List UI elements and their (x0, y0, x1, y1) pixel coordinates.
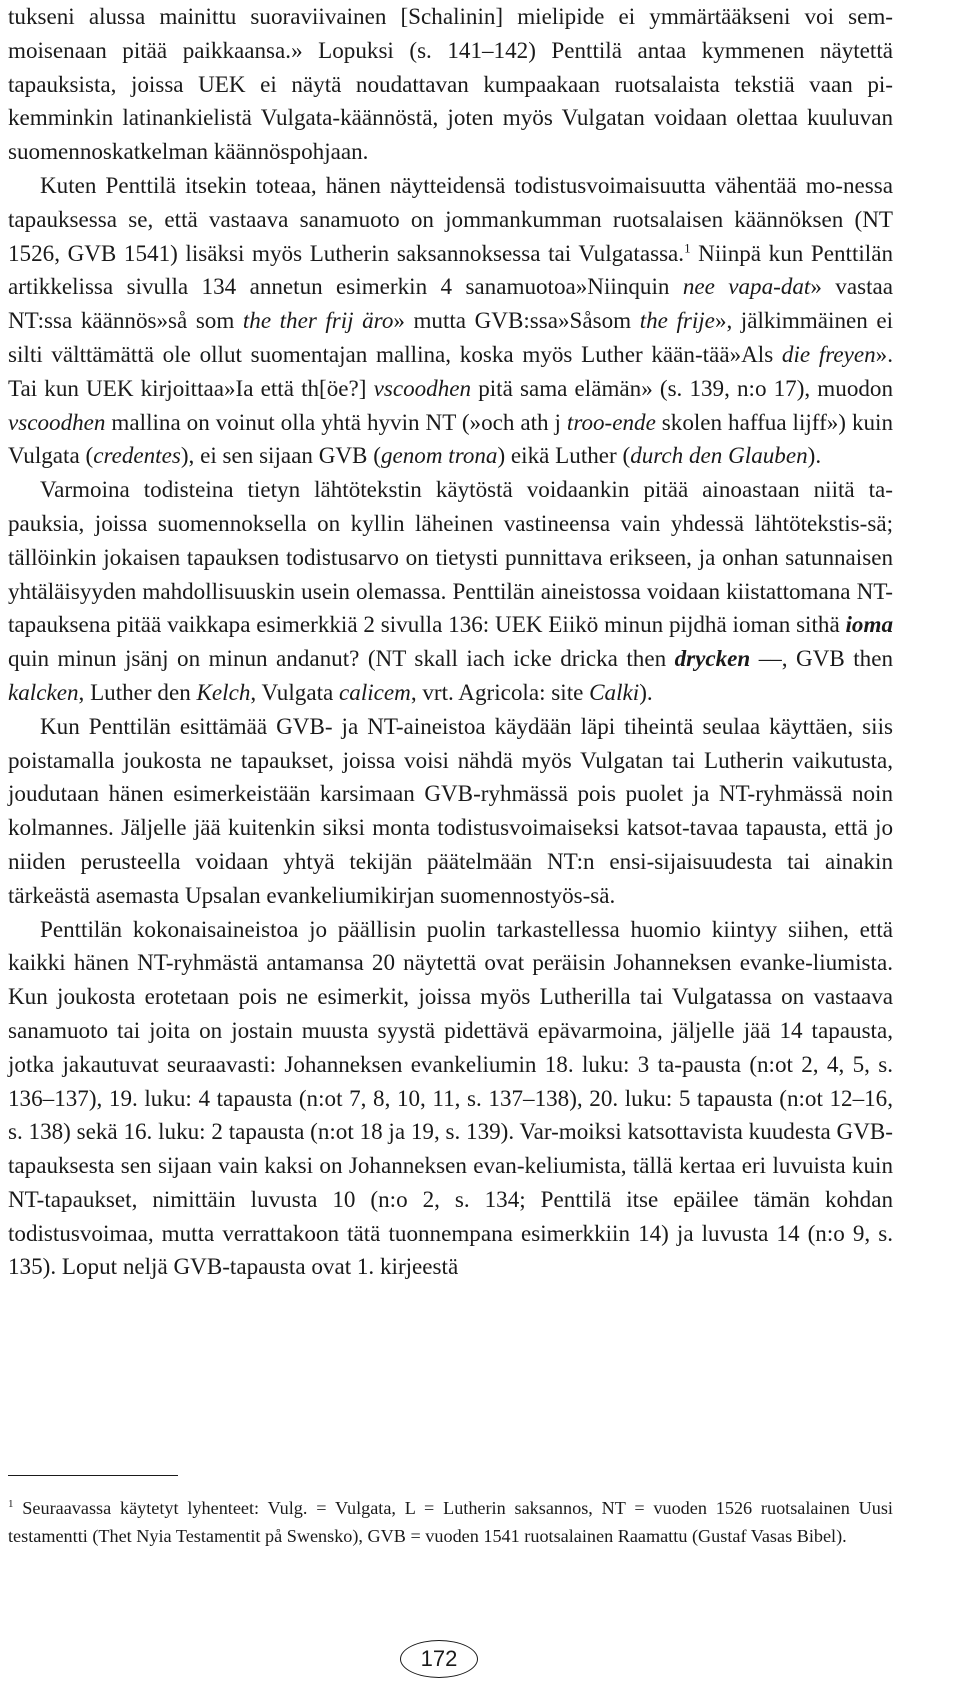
text-run: Kuten Penttilä itsekin toteaa, hänen näytteidensä todistusvoimaisuutta vähentää mo-nessa tapauksessa se, että vastaava sanamuoto on jommankumman ruotsalaisen käännöksen (NT 1526, GVB 1541) lisäksi myös Lutherin saksannoksessa tai Vulgatassa. (8, 171, 893, 266)
page-number: 172 (400, 1640, 478, 1678)
italic-text: troo-ende (566, 408, 656, 435)
italic-text: kalcken (8, 678, 79, 705)
footnote-text: Seuraavassa käytetyt lyhenteet: Vulg. = Vulgata, L = Lutherin saksannos, NT = vuoden 1526 ruotsalainen Uusi testamentti (Thet Nyia Testamentit på Swensko), GVB = vuoden 1541 ruotsalainen Raamattu (Gustaf Vasas Bibel). (8, 1498, 893, 1546)
text-run: mallina on voinut olla yhtä hyvin NT (»och ath j (105, 408, 567, 435)
italic-text: calicem (339, 678, 411, 705)
italic-text: die freyen (781, 340, 876, 367)
paragraph (8, 169, 893, 473)
text-run: ––, GVB then (750, 645, 893, 672)
text-run: » mutta GVB:ssa»Såsom (393, 307, 640, 334)
text-run: Niinpä kun Penttilän artikkelissa sivulla 134 annetun esimerkin 4 sanamuotoa»Niinquin (8, 239, 893, 300)
text-run: Varmoina todisteina tietyn lähtötekstin käytöstä voidaankin pitää ainoastaan niitä ta-pauksia, joissa suomennoksella on kyllin läheinen vastineensa vain yhdessä lähtötekstis-sä; tällöinkin jokaisen tapauksen todistusarvo on tietysti punnittava erikseen, ja onhan satunnaisen yhtäläisyyden mahdollisuuskin usein olemassa. Penttilän aineistossa voidaan kiistattomana NT-tapauksena pitää vaikkapa esimerkkiä 2 sivulla 136: UEK Eiikö minun pijdhä ioman sithä (8, 476, 893, 638)
italic-text: vscoodhen (373, 374, 472, 401)
italic-text: Calki (589, 678, 640, 705)
text-run: ) eikä Luther ( (497, 442, 631, 469)
text-run: , vrt. Agricola: site (410, 678, 590, 705)
paragraph (8, 913, 893, 1285)
footnote-reference: 1 (684, 239, 691, 255)
footnote-separator (8, 1475, 178, 1476)
italic-text: the ther frij äro (242, 307, 394, 334)
text-run: ). (807, 442, 822, 469)
text-run: Kun Penttilän esittämää GVB- ja NT-aineistoa käydään läpi tiheintä seulaa käyttäen, siis poistamalla joukosta ne tapaukset, joissa voisi nähdä myös Vulgatan tai Lutherin vaikutusta, joudutaan hänen esimerkeistään karsimaan GVB-ryhmässä pois puolet ja NT-ryhmässä noin kolmannes. Jäljelle jää kuitenkin siksi monta todistusvoimaiseksi katsot-tavaa tapausta, että jo niiden perusteella voidaan yhtyä tekijän päätelmään NT:n ensi-sijaisuudesta tai ainakin tärkeästä asemasta Upsalan evankeliumikirjan suomennostyös-sä. (8, 712, 893, 908)
italic-text: vscoodhen (8, 408, 106, 435)
text-run: pitä sama elämän» (s. 139, n:o 17), muodon (471, 374, 894, 401)
italic-text: credentes (93, 442, 181, 469)
text-run: ). (639, 678, 653, 705)
italic-text: durch den Glauben (630, 442, 808, 469)
text-run: , Vulgata (250, 678, 340, 705)
italic-text: the frije (639, 307, 715, 334)
text-run: ), ei sen sijaan GVB ( (180, 442, 381, 469)
text-run: » vastaa NT:ssa käännös»så som (8, 273, 893, 334)
body-text (8, 0, 893, 1284)
text-run: , Luther den (78, 678, 197, 705)
paragraph (8, 473, 893, 710)
text-run: skolen haffua lijff») kuin Vulgata ( (8, 408, 894, 469)
text-run: Penttilän kokonaisaineistoa jo päällisin puolin tarkastellessa huomio kiintyy siihen, että kaikki hänen NT-ryhmästä antamansa 20 näytettä ovat peräisin Johanneksen evanke-liumista. Kun joukosta erotetaan pois ne esimerkit, joissa myös Lutherilla tai Vulgatassa on vastaava sanamuoto tai joita on jostain muusta syystä pidettävä epävarmoina, jäljelle jää 14 tapausta, jotka jakautuvat seuraavasti: Johanneksen evankeliumin 18. luku: 3 ta-pausta (n:ot 2, 4, 5, s. 136–137), 19. luku: 4 tapausta (n:ot 7, 8, 10, 11, s. 137–138), 20. luku: 5 tapausta (n:ot 12–16, s. 138) sekä 16. luku: 2 tapausta (n:ot 18 ja 19, s. 139). Var-moiksi katsottavista kuudesta GVB-tapauksesta sen sijaan vain kaksi on Johanneksen evan-keliumista, tällä kertaa eri luvuista kuin NT-tapaukset, nimittäin luvusta 10 (n:o 2, s. 134; Penttilä itse epäilee tämän kohdan todistusvoimaa, mutta verrattakoon tätä tuonnempana esimerkkiin 14) ja luvusta 14 (n:o 9, s. 135). Loput neljä GVB-tapausta ovat 1. kirjeestä (8, 915, 893, 1280)
bold-italic-text: ioma (845, 611, 893, 638)
text-run: ». Tai kun UEK kirjoittaa»Ia että th[öe?] (8, 340, 893, 401)
italic-text: genom trona (380, 442, 498, 469)
text-run: », jälkimmäinen ei silti välttämättä ole ollut suomentajan mallina, koska myös Luther kään-tää»Als (8, 307, 893, 367)
text-run: tukseni alussa mainittu suoraviivainen [Schalinin] mielipide ei ymmärtääkseni voi sem-moisenaan pitää paikkaansa.» Lopuksi (s. 141–142) Penttilä antaa kymmenen näytettä tapauksista, joissa UEK ei näytä noudattavan kumpaakaan ruotsalaista tekstiä vaan pi-kemminkin latinankielistä Vulgata-käännöstä, joten myös Vulgatan voidaan olettaa kuuluvan suomennoskatkelman käännöspohjaan. (8, 3, 893, 165)
footnote (8, 1495, 893, 1550)
bold-italic-text: drycken (674, 645, 751, 672)
footnote-marker: 1 (8, 1497, 14, 1510)
italic-text: nee vapa-dat (682, 273, 811, 300)
paragraph (8, 0, 893, 169)
paragraph (8, 710, 893, 913)
text-run: quin minun jsänj on minun andanut? (NT skall iach icke dricka then (8, 645, 675, 672)
italic-text: Kelch (196, 678, 251, 705)
